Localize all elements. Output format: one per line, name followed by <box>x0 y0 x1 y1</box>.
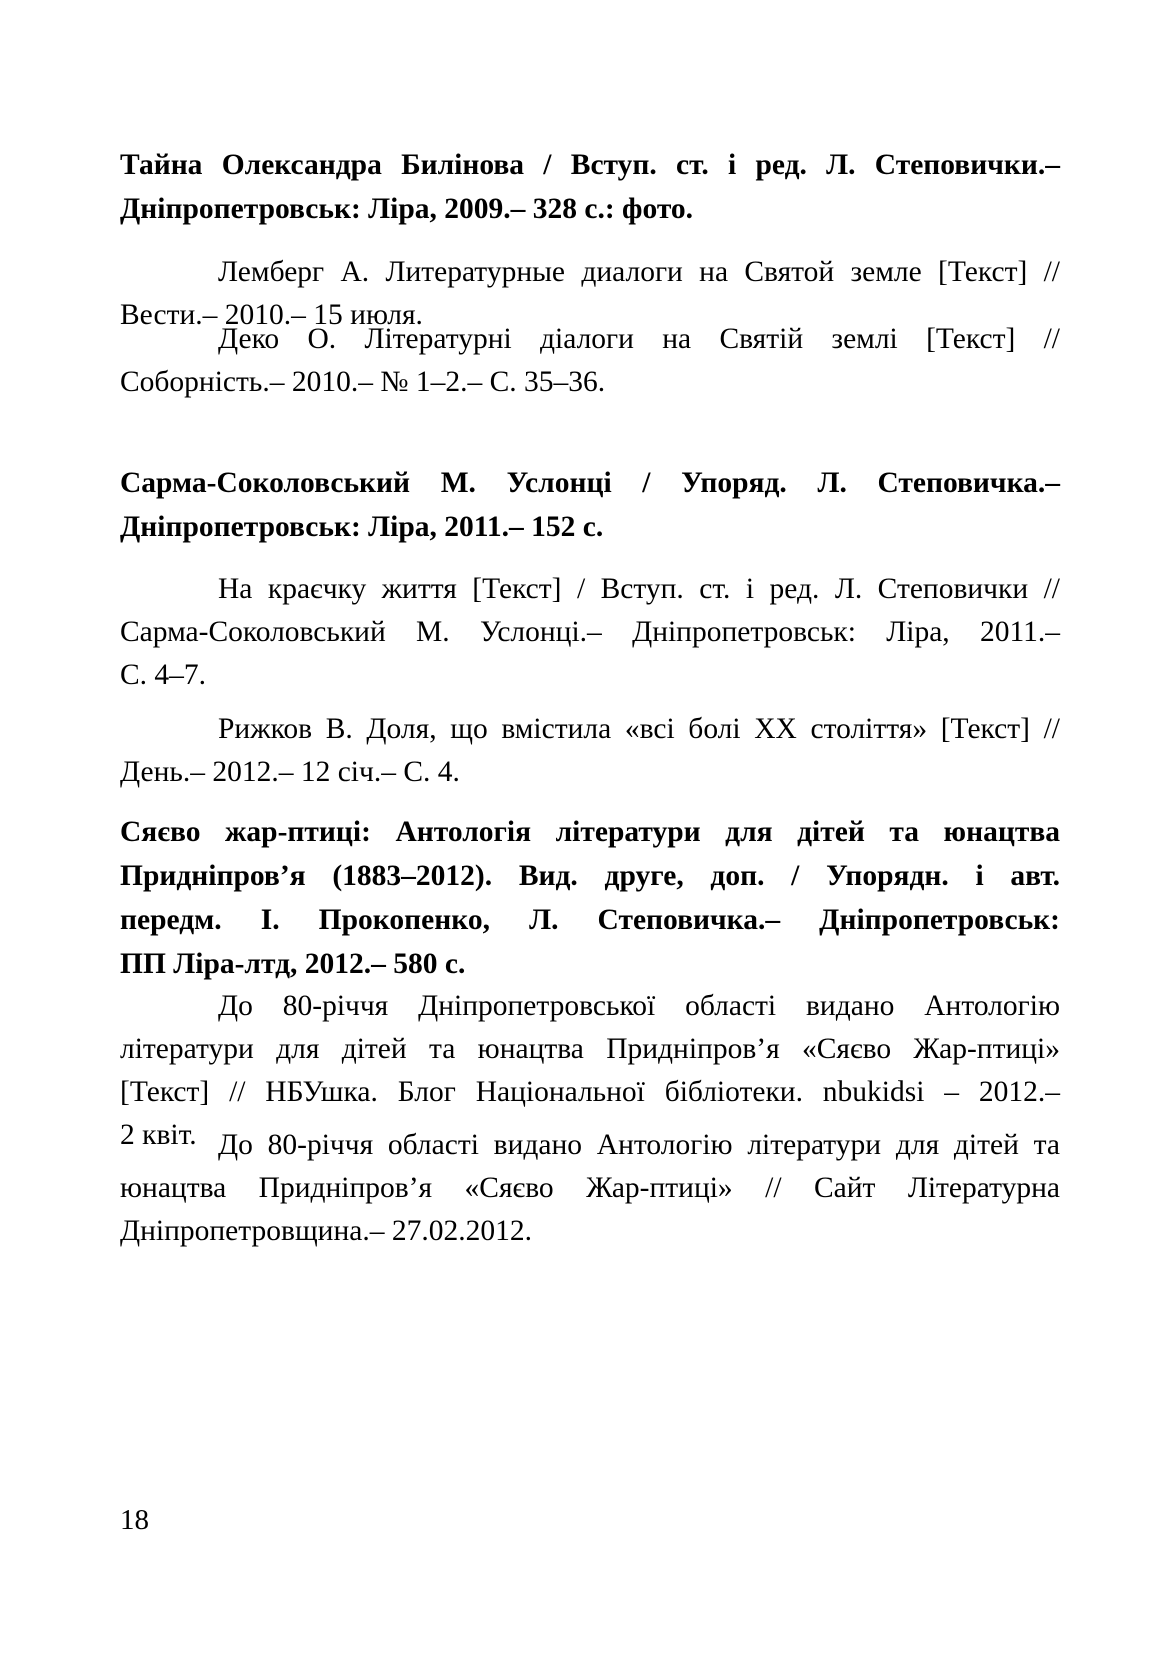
bibliography-entry <box>120 318 1060 404</box>
entry-line: 2 квіт. <box>120 1119 197 1151</box>
page-number: 18 <box>120 1504 149 1536</box>
entry-line: На краєчку життя [Текст] / Вступ. ст. і ред. Л. Степовички // <box>218 573 1060 605</box>
entry-line: [Текст] // НБУшка. Блог Національної бібліотеки. nbukidsi – 2012.– <box>120 1076 1060 1108</box>
entry-line: День.– 2012.– 12 січ.– С. 4. <box>120 756 460 788</box>
heading-line: передм. І. Прокопенко, Л. Степовичка.– Дніпропетровськ: <box>120 904 1060 936</box>
entry-line: Вести.– 2010.– 15 июля. <box>120 299 423 331</box>
heading-line: Сяєво жар-птиці: Антологія літератури для дітей та юнацтва <box>120 816 1060 848</box>
heading-line: Тайна Олександра Билінова / Вступ. ст. і ред. Л. Степовички.– <box>120 149 1060 181</box>
entry-line: С. 4–7. <box>120 659 207 691</box>
entry-line: Дніпропетровщина.– 27.02.2012. <box>120 1215 532 1247</box>
heading-line: Придніпров’я (1883–2012). Вид. друге, доп. / Упорядн. і авт. <box>120 860 1060 892</box>
book-heading <box>120 461 1060 549</box>
entry-line: юнацтва Придніпров’я «Сяєво Жар-птиці» // Сайт Літературна <box>120 1172 1060 1204</box>
book-heading <box>120 143 1060 231</box>
heading-line: Сарма-Соколовський М. Услонці / Упоряд. Л. Степовичка.– <box>120 467 1060 499</box>
entry-line: Соборність.– 2010.– № 1–2.– С. 35–36. <box>120 366 606 398</box>
entry-line: літератури для дітей та юнацтва Придніпров’я «Сяєво Жар-птиці» <box>120 1033 1060 1065</box>
entry-line: Рижков В. Доля, що вмістила «всі болі XX століття» [Текст] // <box>218 713 1060 745</box>
entry-line: Лемберг А. Литературные диалоги на Святой земле [Текст] // <box>218 256 1060 288</box>
entry-line: До 80-річчя області видано Антологію літератури для дітей та <box>218 1129 1060 1161</box>
bibliography-entry <box>120 1124 1060 1253</box>
heading-line: Дніпропетровськ: Ліра, 2011.– 152 с. <box>120 511 604 543</box>
entry-line: Деко О. Літературні діалоги на Святій землі [Текст] // <box>218 323 1060 355</box>
entry-line: До 80-річчя Дніпропетровської області видано Антологію <box>218 990 1060 1022</box>
book-heading <box>120 810 1060 986</box>
bibliography-entry <box>120 708 1060 794</box>
entry-line: Сарма-Соколовський М. Услонці.– Дніпропетровськ: Ліра, 2011.– <box>120 616 1060 648</box>
heading-line: Дніпропетровськ: Ліра, 2009.– 328 с.: фото. <box>120 193 694 225</box>
bibliography-entry <box>120 568 1060 697</box>
heading-line: ПП Ліра-лтд, 2012.– 580 с. <box>120 948 466 980</box>
